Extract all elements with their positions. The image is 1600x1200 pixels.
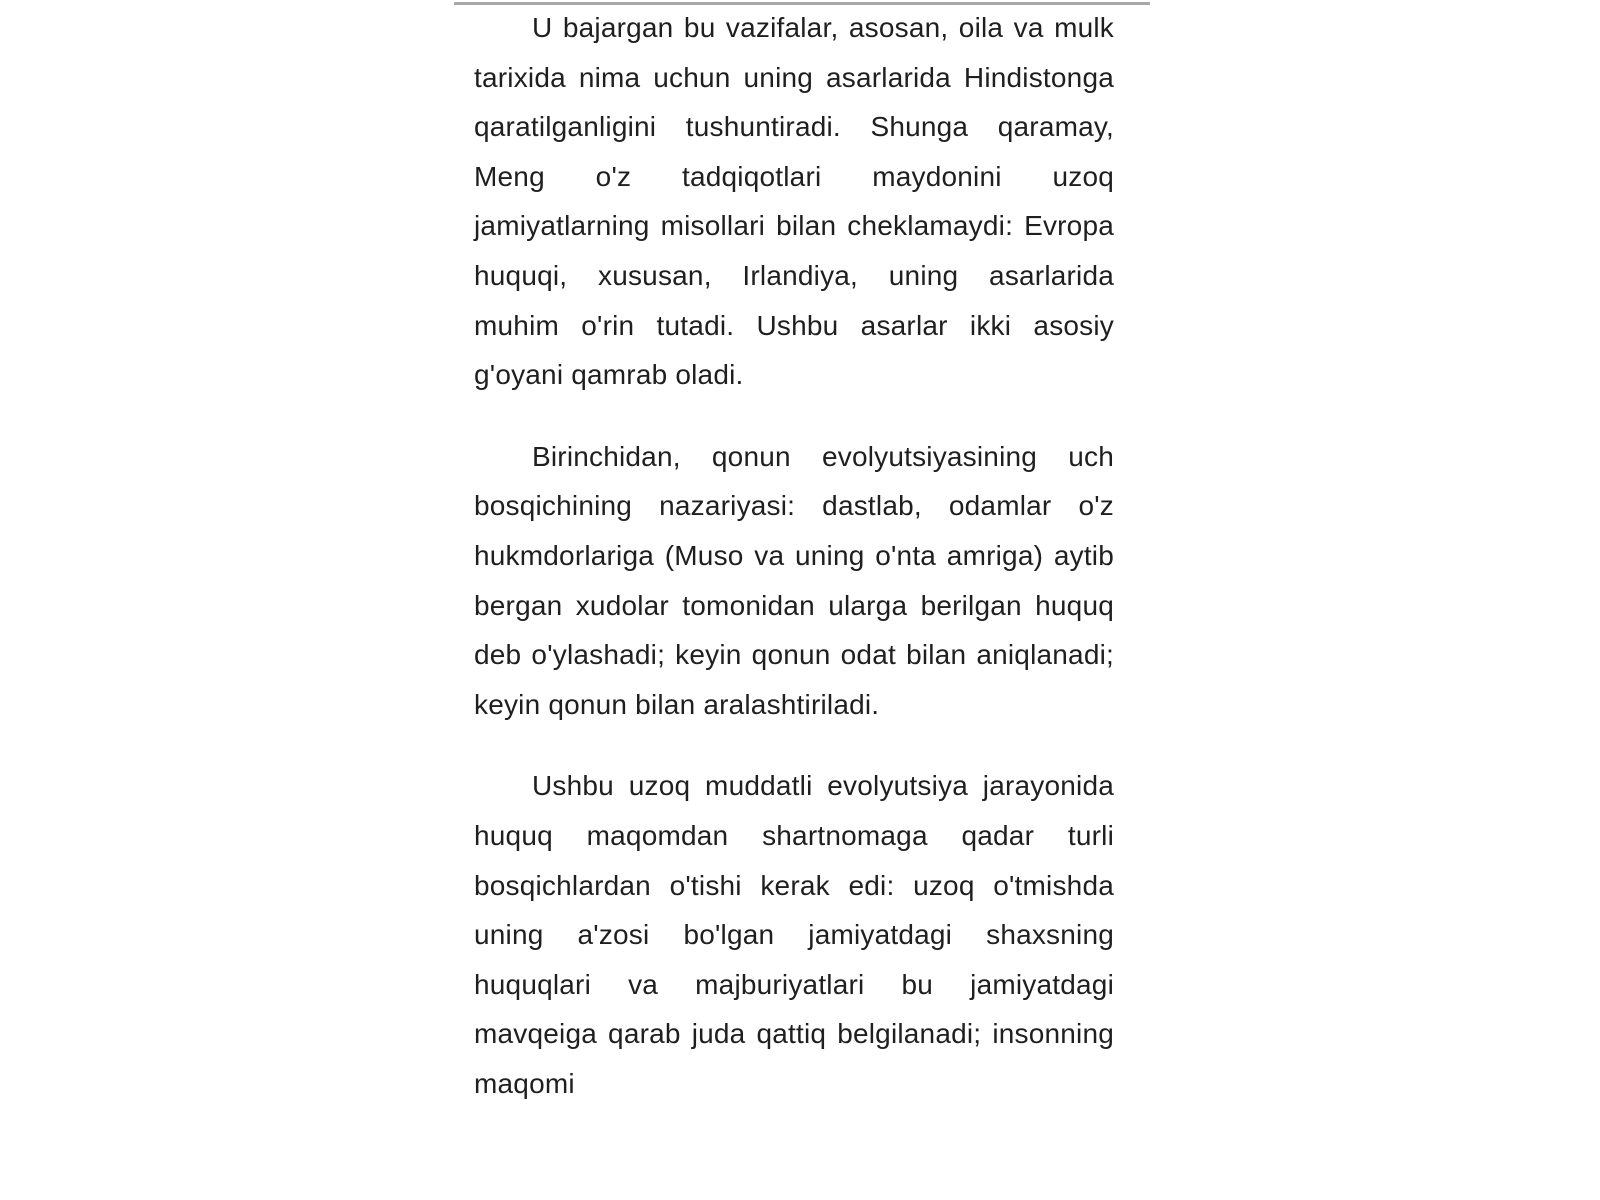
paragraph-1: U bajargan bu vazifalar, asosan, oila va mulk tarixida nima uchun uning asarlarida Hindistonga qaratilganligini tushuntiradi. Shunga qaramay, Meng o'z tadqiqotlari maydonini uzoq jamiyatlarning misollari bilan cheklamaydi: Evropa huquqi, xususan, Irlandiya, uning asarlarida muhim o'rin tutadi. Ushbu asarlar ikki asosiy g'oyani qamrab oladi.	[474, 12, 1114, 391]
text-column[interactable]	[474, 3, 1114, 1108]
paragraph-3: Ushbu uzoq muddatli evolyutsiya jarayonida huquq maqomdan shartnomaga qadar turli bosqichlardan o'tishi kerak edi: uzoq o'tmishda uning a'zosi bo'lgan jamiyatdagi shaxsning huquqlari va majburiyatlari bu jamiyatdagi mavqeiga qarab juda qattiq belgilanadi; insonning maqomi	[474, 770, 1114, 1099]
paragraph-2: Birinchidan, qonun evolyutsiyasining uch bosqichining nazariyasi: dastlab, odamlar o'z hukmdorlariga (Muso va uning o'nta amriga) aytib bergan xudolar tomonidan ularga berilgan huquq deb o'ylashadi; keyin qonun odat bilan aniqlanadi; keyin qonun bilan aralashtiriladi.	[474, 440, 1114, 720]
